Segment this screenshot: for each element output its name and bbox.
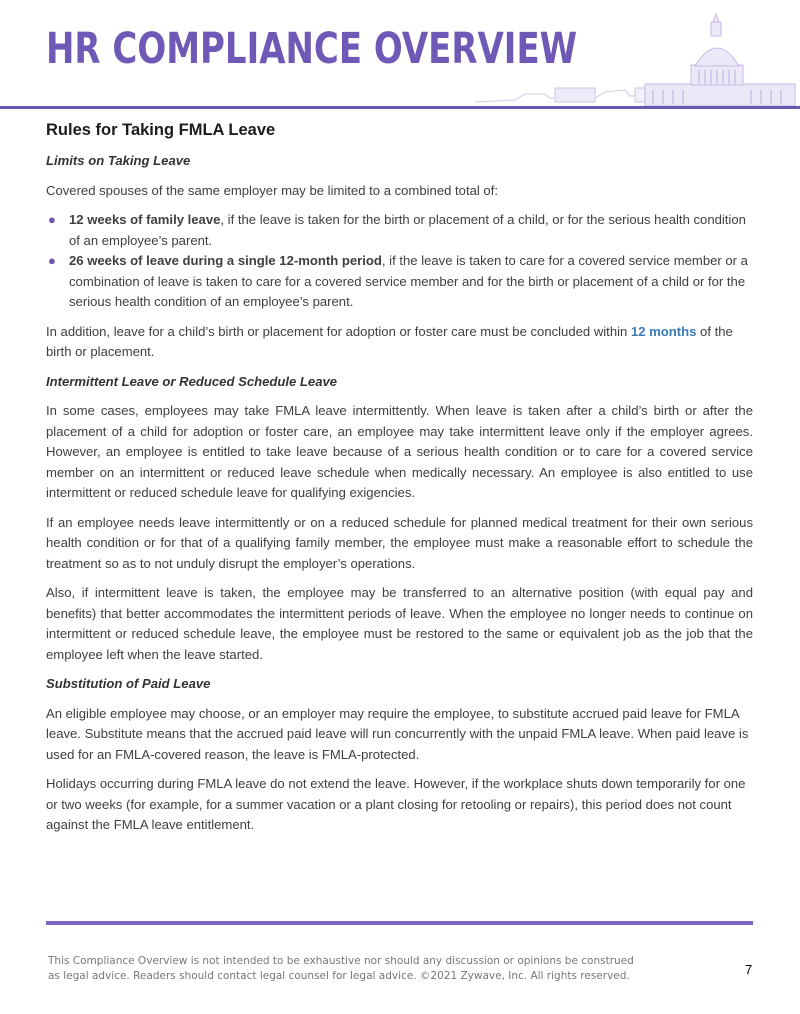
paragraph: An eligible employee may choose, or an employer may require the employee, to substitute accrued paid leave for FMLA leave. Substitute means that the accrued paid leave will run concurrently with the unpaid FMLA leave. When paid leave is used for an FMLA-covered reason, the leave is FMLA-protected. xyxy=(46,705,749,762)
subheading-limits: Limits on Taking Leave xyxy=(46,153,191,168)
highlight-twelve-months: 12 months xyxy=(630,323,697,339)
capitol-skyline-graphic xyxy=(455,10,800,110)
bullet-icon: ● xyxy=(48,212,56,227)
footer-divider xyxy=(46,921,753,925)
list-item xyxy=(46,251,753,313)
paragraph: In some cases, employees may take FMLA leave intermittently. When leave is taken after a child’s birth or after the placement of a child for adoption or foster care, an employee may take intermittent leave only if the employer agrees. However, an employee is entitled to take leave because of a serious health condition or to care for a covered service member on an intermittent or reduced leave schedule when medically necessary. An employee is also entitled to use intermittent or reduced schedule leave for qualifying exigencies. xyxy=(46,403,753,500)
paragraph: Holidays occurring during FMLA leave do not extend the leave. However, if the workplace shuts down temporarily for one or two weeks (for example, for a summer vacation or a plant closing for retooling or repairs), this period does not count against the FMLA leave entitlement. xyxy=(46,776,746,832)
addition-text-end: of the birth or placement. xyxy=(46,323,733,359)
page-content xyxy=(46,118,753,845)
subheading-substitution: Substitution of Paid Leave xyxy=(46,676,211,691)
footer-line: This Compliance Overview is not intended to be exhaustive nor should any discussion or opinions be construed xyxy=(48,955,634,967)
bullet-icon: ● xyxy=(48,253,56,268)
list-item-text: , if the leave is taken for the birth or placement of a child, or for the serious health condition of an employee’s parent. xyxy=(69,212,746,248)
section-title: Rules for Taking FMLA Leave xyxy=(46,121,276,139)
list-item-bold: 12 weeks of family leave xyxy=(69,212,221,227)
limits-intro: Covered spouses of the same employer may be limited to a combined total of: xyxy=(46,182,498,198)
document-title: HR COMPLIANCE OVERVIEW xyxy=(46,24,578,74)
list-item-bold: 26 weeks of leave during a single 12-month period xyxy=(69,253,382,268)
footer-disclaimer xyxy=(48,954,688,984)
header-divider xyxy=(0,106,800,109)
paragraph: If an employee needs leave intermittently or on a reduced schedule for planned medical treatment for their own serious health condition or for that of a qualifying family member, the employee must make a reasonable effort to schedule the treatment so as to not unduly disrupt the employer’s operations. xyxy=(46,514,753,571)
limits-addition xyxy=(46,322,753,363)
paragraph: Also, if intermittent leave is taken, the employee may be transferred to an alternative position (with equal pay and benefits) that better accommodates the intermittent periods of leave. When the employee no longer needs to continue on intermittent or reduced schedule leave, the employee must be restored to the same or equivalent job as the job that the employee left when the leave started. xyxy=(46,585,753,662)
list-item xyxy=(46,210,753,251)
subheading-intermittent: Intermittent Leave or Reduced Schedule Leave xyxy=(46,373,338,389)
addition-text: In addition, leave for a child’s birth or placement for adoption or foster care must be concluded within xyxy=(46,323,631,339)
limits-list xyxy=(46,210,753,313)
list-item-text: , if the leave is taken to care for a covered service member or a combination of leave is taken to care for a covered service member and for the birth or placement of a child or for the serious health condition of an employee’s parent. xyxy=(69,253,748,309)
footer-line: as legal advice. Readers should contact legal counsel for legal advice. ©2021 Zywave, Inc. All rights reserved. xyxy=(48,970,630,982)
page-number: 7 xyxy=(745,962,753,977)
